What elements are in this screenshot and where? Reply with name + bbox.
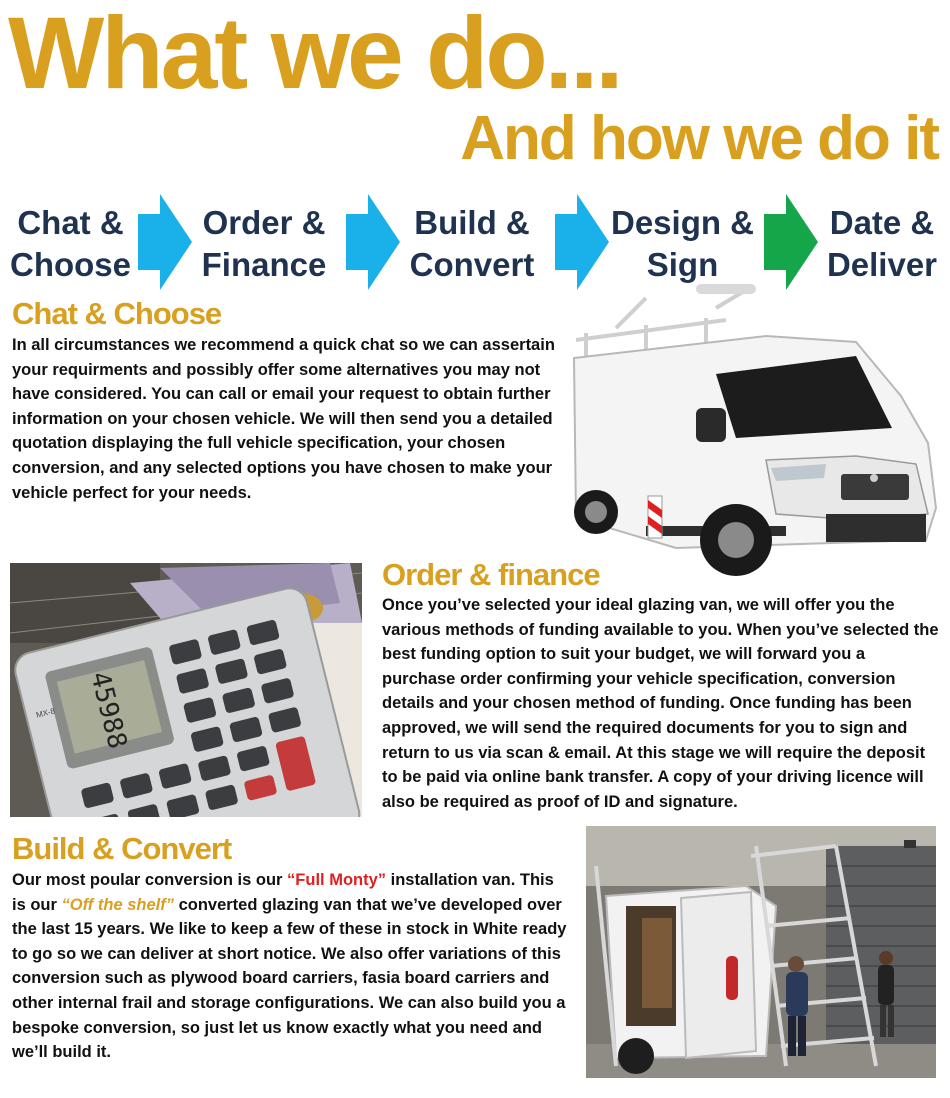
workshop-image xyxy=(586,826,936,1078)
calc-display: 45988 xyxy=(84,668,133,752)
section-heading-build: Build & Convert xyxy=(12,831,232,866)
step-line1: Build & xyxy=(414,204,530,241)
full-monty-highlight: “Full Monty” xyxy=(287,871,387,889)
off-the-shelf-highlight: “Off the shelf” xyxy=(61,895,174,914)
section-heading-chat: Chat & Choose xyxy=(12,296,222,331)
build-text-part3: converted glazing van that we’ve developed over the last 15 years. We like to keep a few of these in stock in White ready to go so we can deliver at short notice. We also offer variations of this conversion such as plywood board carriers, fasia board carriers and other internal frail and storage configurations. We can also build you a bespoke conversion, so just let us know exactly what you need and we’ll build it. xyxy=(12,895,567,1062)
step-line1: Order & xyxy=(202,204,326,241)
step-date-deliver xyxy=(824,202,940,286)
calculator-image xyxy=(10,563,362,817)
section-text-chat: In all circumstances we recommend a quick chat so we can assertain your requirments and possibly offer some alternatives you may not have considered. You can call or email your request to obtain further information on your chosen vehicle. We will then send you a detailed quotation displaying the full vehicle specification, your chosen conversion, and any selected options you have chosen to make your vehicle perfect for your needs. xyxy=(12,336,555,502)
section-text-build xyxy=(12,868,572,1065)
step-design-sign xyxy=(610,202,755,286)
step-line1: Date & xyxy=(829,204,935,241)
section-heading-order: Order & finance xyxy=(382,557,600,592)
van-image xyxy=(556,278,944,584)
step-line1: Chat & xyxy=(17,204,124,241)
arrow-right-icon xyxy=(346,194,400,290)
arrow-right-icon xyxy=(138,194,192,290)
build-text-part2: installation van. This is our xyxy=(12,871,554,914)
step-line2: Deliver xyxy=(826,246,938,283)
page-subtitle: And how we do it xyxy=(460,104,938,173)
step-line2: Sign xyxy=(646,246,719,283)
step-order-finance xyxy=(196,202,332,286)
calc-model: MX-8 xyxy=(35,706,56,720)
step-line2: Finance xyxy=(201,246,327,283)
step-build-convert xyxy=(404,202,540,286)
page-title: What we do... xyxy=(8,0,621,110)
step-chat-choose xyxy=(8,202,133,286)
build-text-part1: Our most poular conversion is our xyxy=(12,871,288,889)
section-text-order: Once you’ve selected your ideal glazing van, we will offer you the various methods of funding available to you. When you’ve selected the best funding option to suit your budget, we will forward you a purchase order confirming your vehicle specification, conversion details and your chosen method of funding. Once funding has been approved, we will send the required documents for you to sign and return to us via scan & email. At this stage we will require the deposit to be paid via online bank transfer. A copy of your driving licence will also be required as proof of ID and signature. xyxy=(382,596,939,811)
step-line2: Choose xyxy=(9,246,131,283)
arrow-right-icon xyxy=(555,194,609,290)
step-line2: Convert xyxy=(409,246,535,283)
step-line1: Design & xyxy=(610,204,755,241)
arrow-right-green-icon xyxy=(764,194,818,290)
